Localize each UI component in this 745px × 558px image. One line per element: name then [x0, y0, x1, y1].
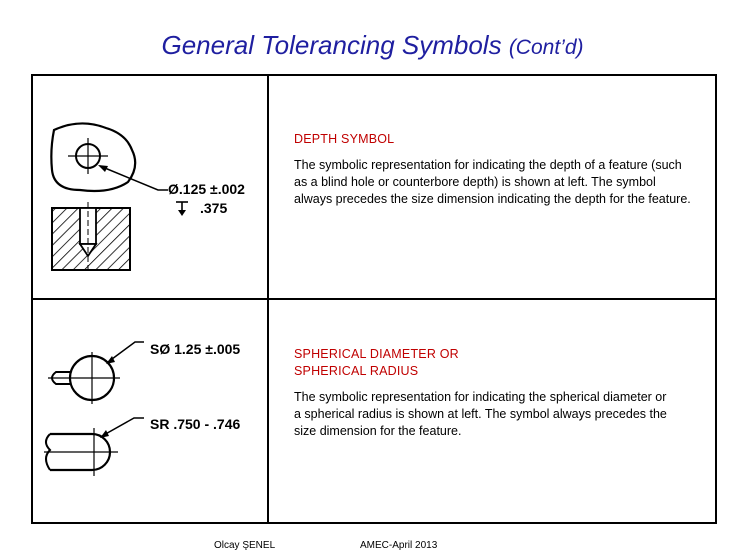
slide-title-suffix: (Cont’d): [508, 36, 584, 59]
column-divider: [267, 74, 269, 524]
spherical-heading-line1: SPHERICAL DIAMETER OR: [294, 347, 459, 361]
row-divider: [31, 298, 717, 300]
spherical-diameter-callout: SØ 1.25 ±.005: [150, 341, 241, 357]
footer-event: AMEC-April 2013: [360, 540, 438, 551]
spherical-heading-line2: SPHERICAL RADIUS: [294, 364, 419, 378]
spherical-symbol-drawing: [40, 330, 265, 490]
depth-size-callout: Ø.125 ±.002: [168, 181, 245, 197]
spherical-radius-callout: SR .750 - .746: [150, 416, 241, 432]
slide-title: [0, 30, 745, 61]
depth-symbol-drawing: [40, 110, 265, 280]
depth-depth-callout: .375: [200, 200, 228, 216]
footer-author: Olcay ŞENEL: [214, 540, 276, 551]
slide-title-main: General Tolerancing Symbols: [161, 30, 502, 60]
spherical-heading: [294, 346, 459, 380]
depth-heading: DEPTH SYMBOL: [294, 132, 395, 146]
depth-description: The symbolic representation for indicating the depth of a feature (such as a blind hole or counterbore depth) is shown at left. The symbol always precedes the size dimension indicating the depth for the feature.: [294, 158, 691, 206]
spherical-description: The symbolic representation for indicating the spherical diameter or a spherical radius is shown at left. The symbol always precedes the size dimension for the feature.: [294, 390, 667, 438]
